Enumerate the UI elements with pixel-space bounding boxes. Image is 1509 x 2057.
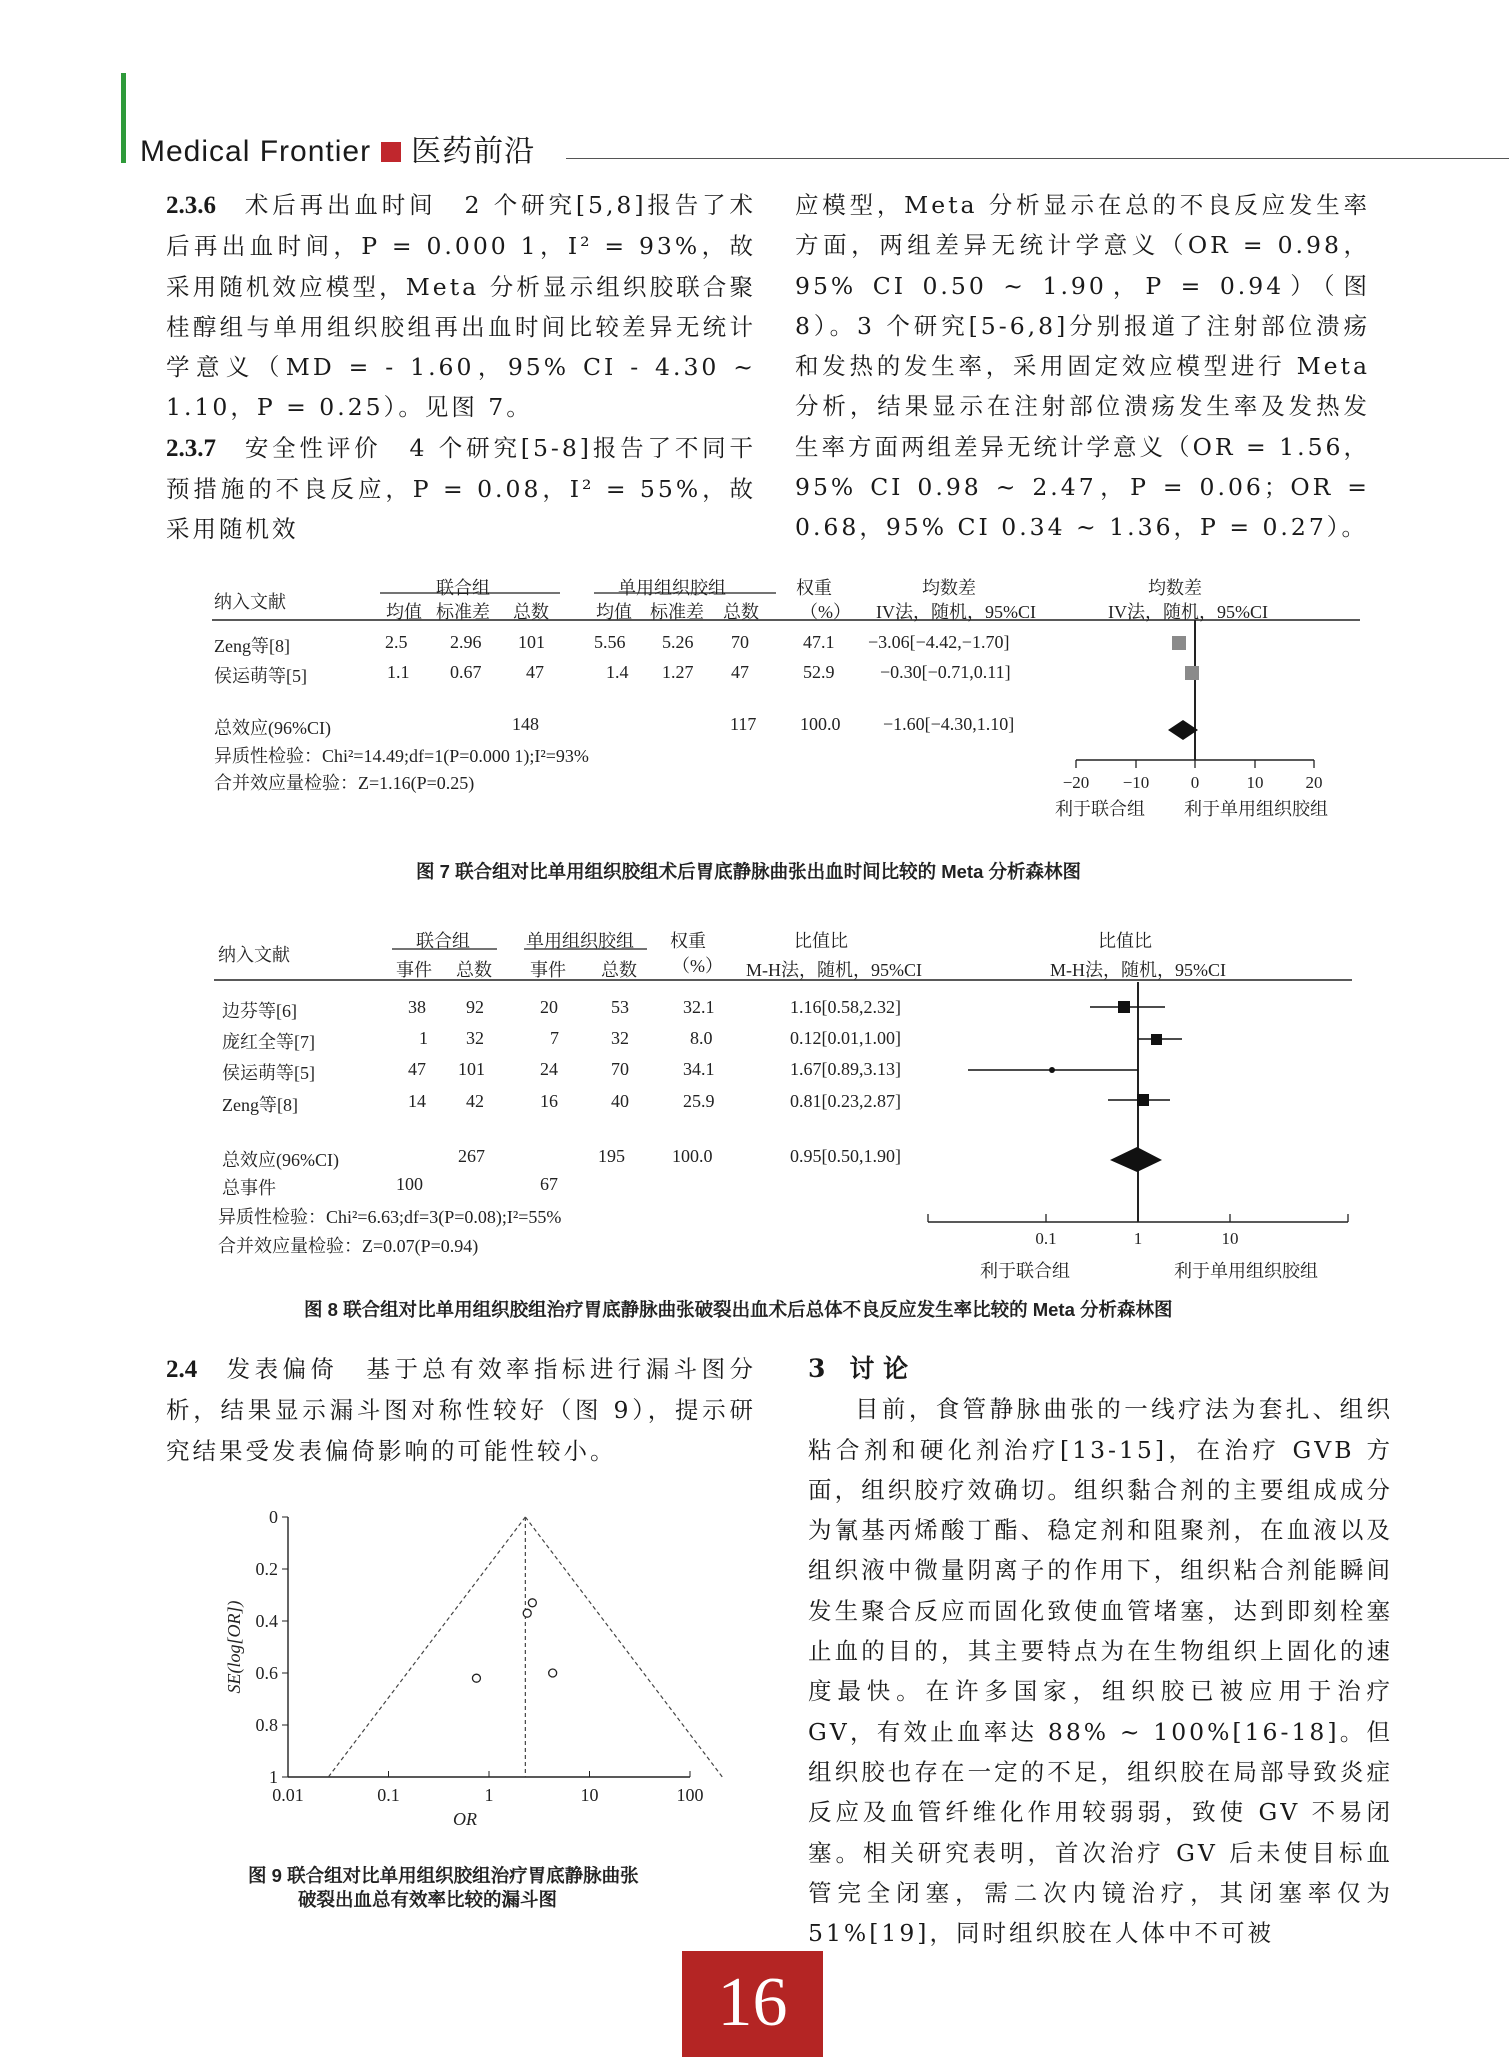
section-number: 2.3.7 [166, 434, 216, 462]
cell: 101 [518, 632, 545, 652]
cell: 24 [540, 1059, 558, 1079]
col-plot: 比值比 [1098, 931, 1152, 951]
col-weight: 权重 [670, 931, 706, 951]
cell: 1.67[0.89,3.13] [790, 1059, 901, 1079]
cell: 117 [730, 714, 757, 734]
sub-header: 标准差 [650, 602, 704, 622]
cell: 32.1 [683, 997, 715, 1017]
col-effect: 比值比 [794, 931, 848, 951]
favor-left: 利于联合组 [980, 1261, 1070, 1281]
page-number: 16 [682, 1951, 823, 2057]
cell: −3.06[−4.42,−1.70] [868, 632, 1010, 652]
cell: 47 [526, 662, 544, 682]
cell: 14 [408, 1091, 426, 1111]
cell: 1 [419, 1028, 428, 1048]
figure-9-caption-line2: 破裂出血总有效率比较的漏斗图 [298, 1889, 558, 1910]
section-title: 术后再出血时间 [244, 191, 437, 219]
study-name: 庞红全等[7] [222, 1032, 315, 1052]
study-name: Zeng等[8] [214, 636, 290, 656]
col-weight-unit: （%） [672, 956, 723, 976]
col-plot-method: IV法，随机，95%CI [1108, 602, 1268, 622]
cell: 100.0 [672, 1146, 713, 1166]
cell: 32 [466, 1028, 484, 1048]
col-plot: 均数差 [1148, 578, 1202, 598]
cell: 20 [540, 997, 558, 1017]
sub-header: 总数 [456, 960, 492, 980]
sub-header: 事件 [396, 960, 432, 980]
cell: 0.12[0.01,1.00] [790, 1028, 901, 1048]
study-point [472, 1674, 480, 1682]
funnel-plot [200, 1495, 730, 1835]
col-effect: 均数差 [922, 578, 976, 598]
axis-tick-label: 10 [1221, 1229, 1239, 1248]
sub-header: 均值 [386, 602, 422, 622]
cell: 25.9 [683, 1091, 715, 1111]
figure-7-caption: 图 7 联合组对比单用组织胶组术后胃底静脉曲张出血时间比较的 Meta 分析森林图 [416, 861, 1082, 882]
axis-tick-label: 20 [1305, 773, 1323, 792]
y-axis-label: SE(log[OR]) [224, 1600, 244, 1694]
total-label: 总效应(96%CI) [214, 718, 331, 738]
cell: 47.1 [803, 632, 835, 652]
section-body: 4 个研究[5-8]报告了不同干预措施的不良反应，P = 0.08，I² = 55%，故采用随机效 [166, 433, 757, 544]
overall-effect-test: 合并效应量检验：Z=1.16(P=0.25) [214, 773, 475, 793]
favor-right: 利于单用组织胶组 [1184, 799, 1328, 819]
study-name: 侯运萌等[5] [214, 666, 307, 686]
section-body: 2 个研究[5,8]报告了术后再出血时间，P = 0.000 1，I² = 93%，故采用随机效应模型，Meta 分析显示组织胶联合聚桂醇组与单用组织胶组再出血时间比较差异无统计学意义（MD = - 1.60，95% CI - 4.30 ~ 1.10，P = 0.25）。见图 7。 [166, 191, 756, 422]
axis-tick-label: −10 [1122, 773, 1150, 792]
study-point [549, 1669, 557, 1677]
study-ci [1138, 1034, 1182, 1045]
sub-header: 总数 [513, 602, 549, 622]
col-effect-method: IV法，随机，95%CI [876, 602, 1036, 622]
sub-header: 总数 [601, 960, 637, 980]
section-number: 2.4 [166, 1356, 198, 1383]
section-title: 安全性评价 [244, 433, 382, 462]
x-tick-label: 0.1 [377, 1785, 400, 1805]
study-name: Zeng等[8] [222, 1095, 298, 1115]
sub-header: 事件 [530, 960, 566, 980]
col-group1: 联合组 [416, 931, 470, 951]
events-label: 总事件 [222, 1178, 276, 1198]
cell: 2.96 [450, 632, 482, 652]
favor-left: 利于联合组 [1055, 799, 1145, 819]
y-tick-label: 0.8 [255, 1715, 278, 1735]
cell: 100.0 [800, 714, 841, 734]
cell: 16 [540, 1091, 558, 1111]
pooled-diamond [1110, 1147, 1162, 1172]
cell: 7 [550, 1028, 559, 1048]
y-tick-label: 0.4 [255, 1611, 278, 1631]
cell: 2.5 [385, 632, 408, 652]
cell: 53 [611, 997, 629, 1017]
section-number: 2.3.6 [166, 192, 216, 219]
col-group1: 联合组 [436, 578, 490, 598]
x-tick-label: 1 [484, 1785, 494, 1805]
col-plot-method: M-H法，随机，95%CI [1050, 960, 1226, 980]
funnel-boundary-right [525, 1517, 722, 1777]
right-column-text: 应模型，Meta 分析显示在总的不良反应发生率方面，两组差异无统计学意义（OR = 0.98，95% CI 0.50 ~ 1.90，P = 0.94）（图 8）。3 个研究[5-6,8]分别报道了注射部位溃疡和发热的发生率，采用固定效应模型进行 Meta 分析，结果显示在注射部位溃疡发生率及发热发生率方面两组差异无统计学意义（OR = 1.56，95% CI 0.98 ~ 2.47，P = 0.06；OR = 0.68，95% CI 0.34 ~ 1.36，P = 0.27）。 [795, 191, 1370, 542]
col-study: 纳入文献 [218, 945, 290, 965]
journal-name-cn: 医药前沿 [411, 134, 536, 169]
figure-9-caption-line1: 图 9 联合组对比单用组织胶组治疗胃底静脉曲张 [248, 1865, 639, 1886]
cell: 42 [466, 1091, 484, 1111]
cell: 1.16[0.58,2.32] [790, 997, 901, 1017]
cell: 70 [731, 632, 749, 652]
axis-tick-label: 0 [1190, 773, 1200, 792]
cell: 195 [598, 1146, 625, 1166]
figure-8-caption: 图 8 联合组对比单用组织胶组治疗胃底静脉曲张破裂出血术后总体不良反应发生率比较的 Meta 分析森林图 [304, 1299, 1173, 1320]
sub-header: 均值 [596, 602, 632, 622]
study-ci [968, 1067, 1138, 1073]
section-body: 目前，食管静脉曲张的一线疗法为套扎、组织粘合剂和硬化剂治疗[13-15]，在治疗 GVB 方面，组织胶疗效确切。组织黏合剂的主要组成成分为氰基丙烯酸丁酯、稳定剂和阻聚剂，在血液以及组织液中微量阴离子的作用下，组织粘合剂能瞬间发生聚合反应而固化致使血管堵塞，达到即刻栓塞止血的目的，其主要特点为在生物组织上固化的速度最快。在许多国家，组织胶已被应用于治疗 GV，有效止血率达 88% ~ 100%[16-18]。但组织胶也存在一定的不足，组织胶在局部导致炎症反应及血管纤维化作用较弱弱，致使 GV 不易闭塞。相关研究表明，首次治疗 GV 后未使目标血管完全闭塞，需二次内镜治疗，其闭塞率仅为 51%[19]，同时组织胶在人体中不可被 [808, 1395, 1393, 1948]
cell: 1.4 [606, 662, 629, 682]
x-tick-label: 0.01 [272, 1785, 304, 1805]
section-title: 讨 论 [849, 1354, 909, 1383]
cell: 101 [458, 1059, 485, 1079]
study-name: 侯运萌等[5] [222, 1063, 315, 1083]
cell: 38 [408, 997, 426, 1017]
cell: 5.56 [594, 632, 626, 652]
study-point [523, 1609, 531, 1617]
cell: 52.9 [803, 662, 835, 682]
col-weight-unit: （%） [800, 602, 851, 622]
section-body: 基于总有效率指标进行漏斗图分析，结果显示漏斗图对称性较好（图 9），提示研究结果受发表偏倚影响的可能性较小。 [166, 1355, 757, 1465]
y-tick-label: 1 [269, 1767, 278, 1787]
sub-header: 标准差 [436, 602, 490, 622]
x-tick-label: 10 [580, 1785, 599, 1805]
overall-effect-test: 合并效应量检验：Z=0.07(P=0.94) [218, 1236, 479, 1256]
cell: 92 [466, 997, 484, 1017]
col-weight: 权重 [796, 578, 832, 598]
axis-tick-label: 1 [1133, 1229, 1143, 1248]
y-tick-label: 0.6 [255, 1663, 278, 1683]
funnel-boundary-left [328, 1517, 525, 1777]
study-point [528, 1599, 536, 1607]
journal-name-en: Medical Frontier [140, 135, 372, 168]
cell: 0.95[0.50,1.90] [790, 1146, 901, 1166]
section-2-4 [166, 1349, 756, 1471]
cell: 47 [731, 662, 749, 682]
cell: 1.27 [662, 662, 694, 682]
cell: 267 [458, 1146, 485, 1166]
study-ci [1090, 1001, 1165, 1013]
section-3 [808, 1349, 1393, 1953]
study-ci [1108, 1094, 1170, 1106]
cell: 8.0 [690, 1028, 713, 1048]
heterogeneity-test: 异质性检验：Chi²=6.63;df=3(P=0.08);I²=55% [218, 1207, 562, 1227]
cell: −0.30[−0.71,0.11] [880, 662, 1011, 682]
section-title: 发表偏倚 [225, 1355, 339, 1383]
y-tick-label: 0.2 [255, 1559, 278, 1579]
cell: 40 [611, 1091, 629, 1111]
cell: 32 [611, 1028, 629, 1048]
cell: 34.1 [683, 1059, 715, 1079]
section-number: 3 [808, 1354, 826, 1383]
cell: 0.81[0.23,2.87] [790, 1091, 901, 1111]
axis-tick-label: 0.1 [1035, 1229, 1057, 1248]
sub-header: 总数 [723, 602, 759, 622]
heterogeneity-test: 异质性检验：Chi²=14.49;df=1(P=0.000 1);I²=93% [214, 746, 589, 766]
cell: 100 [396, 1174, 423, 1194]
total-label: 总效应(96%CI) [222, 1150, 339, 1170]
favor-right: 利于单用组织胶组 [1174, 1261, 1318, 1281]
cell: 1.1 [387, 662, 410, 682]
cell: 5.26 [662, 632, 694, 652]
cell: 47 [408, 1059, 426, 1079]
axis-tick-label: −20 [1062, 773, 1090, 792]
axis-tick-label: 10 [1246, 773, 1264, 792]
y-tick-label: 0 [269, 1507, 278, 1527]
cell: 148 [512, 714, 539, 734]
cell: 67 [540, 1174, 558, 1194]
study-name: 边芬等[6] [222, 1001, 297, 1021]
cell: 0.67 [450, 662, 482, 682]
x-tick-label: 100 [676, 1785, 704, 1805]
cell: −1.60[−4.30,1.10] [883, 714, 1015, 734]
col-effect-method: M-H法，随机，95%CI [746, 960, 922, 980]
col-group2: 单用组织胶组 [526, 931, 634, 951]
col-study: 纳入文献 [214, 592, 286, 612]
cell: 70 [611, 1059, 629, 1079]
x-axis-label: OR [453, 1809, 477, 1829]
col-group2: 单用组织胶组 [618, 578, 726, 598]
